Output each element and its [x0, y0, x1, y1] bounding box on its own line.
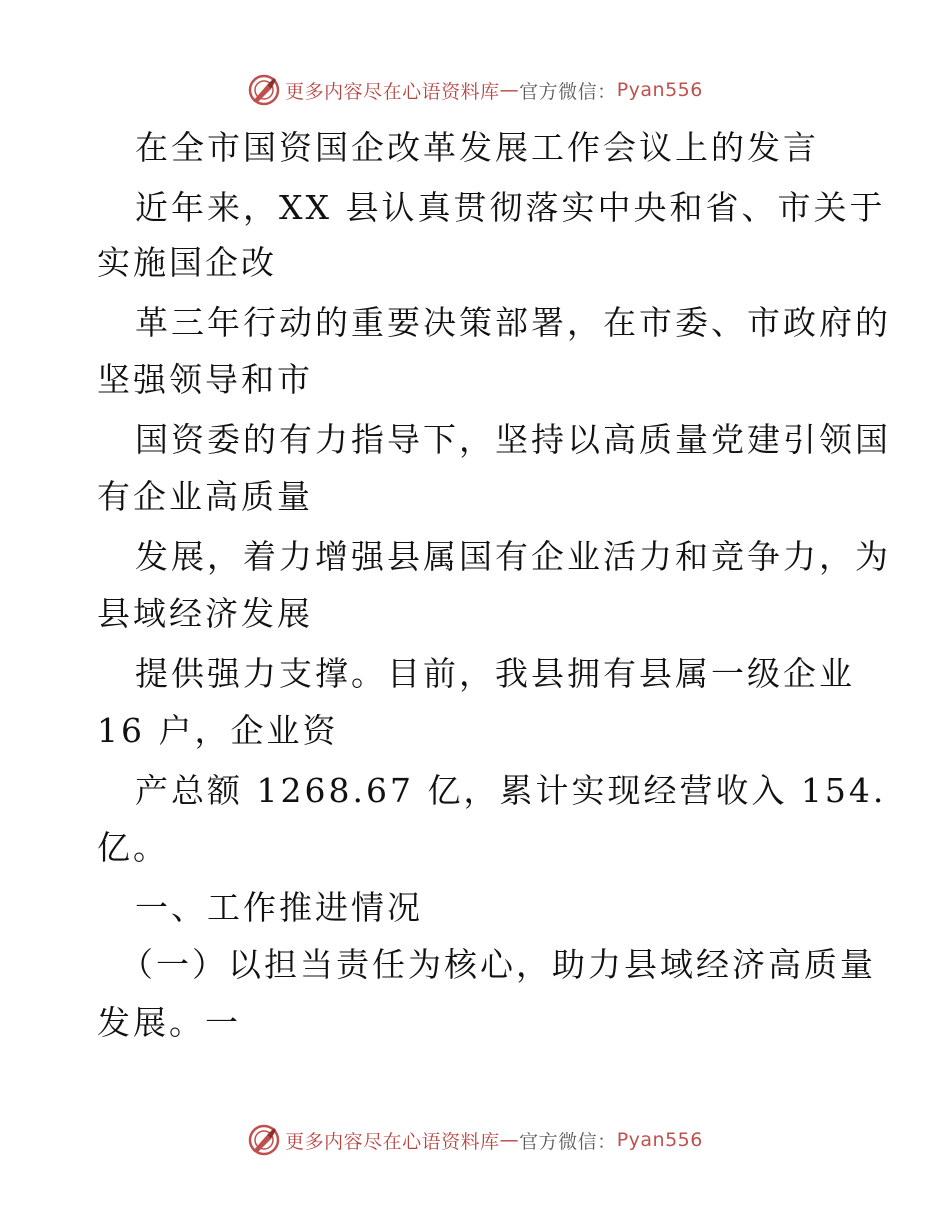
- paragraph-line: 有企业高质量: [97, 477, 313, 516]
- watermark-separator: —: [499, 79, 520, 101]
- paragraph-line: 16 户，企业资: [97, 711, 339, 750]
- paragraph-line: 国资委的有力指导下，坚持以高质量党建引领国: [135, 420, 891, 459]
- paragraph-line: 发展。一: [97, 1003, 241, 1042]
- paragraph-line: 县域经济发展: [97, 594, 313, 633]
- paragraph-line: 提供强力支撑。目前，我县拥有县属一级企业: [135, 654, 855, 693]
- paragraph-line: 亿。: [97, 828, 169, 867]
- paragraph-line: 坚强领导和市: [97, 360, 313, 399]
- watermark-text: 更多内容尽在心语资料库: [285, 1130, 500, 1153]
- pen-nib-logo-icon: [247, 1123, 281, 1157]
- paragraph-line: 革三年行动的重要决策部署，在市委、市政府的: [135, 303, 891, 342]
- watermark-handle: Pyan556: [616, 79, 703, 101]
- watermark-handle: Pyan556: [616, 1129, 703, 1151]
- watermark-text: 更多内容尽在心语资料库: [285, 80, 500, 103]
- pen-nib-logo-icon: [247, 73, 281, 107]
- footer-watermark: [0, 1120, 950, 1160]
- header-watermark: [0, 70, 950, 110]
- watermark-prefix: 官方微信：: [519, 80, 617, 103]
- section-heading: 一、工作推进情况: [135, 888, 423, 927]
- document-title: 在全市国资国企改革发展工作会议上的发言: [135, 128, 819, 167]
- paragraph-line: 实施国企改: [97, 243, 277, 282]
- subsection-heading: （一）以担当责任为核心，助力县域经济高质量: [120, 945, 876, 984]
- watermark-separator: —: [499, 1129, 520, 1151]
- watermark-prefix: 官方微信：: [519, 1130, 617, 1153]
- paragraph-line: 产总额 1268.67 亿，累计实现经营收入 154.: [135, 771, 887, 810]
- paragraph-line: 发展，着力增强县属国有企业活力和竞争力，为: [135, 537, 891, 576]
- paragraph-line: 近年来，XX 县认真贯彻落实中央和省、市关于: [135, 188, 886, 227]
